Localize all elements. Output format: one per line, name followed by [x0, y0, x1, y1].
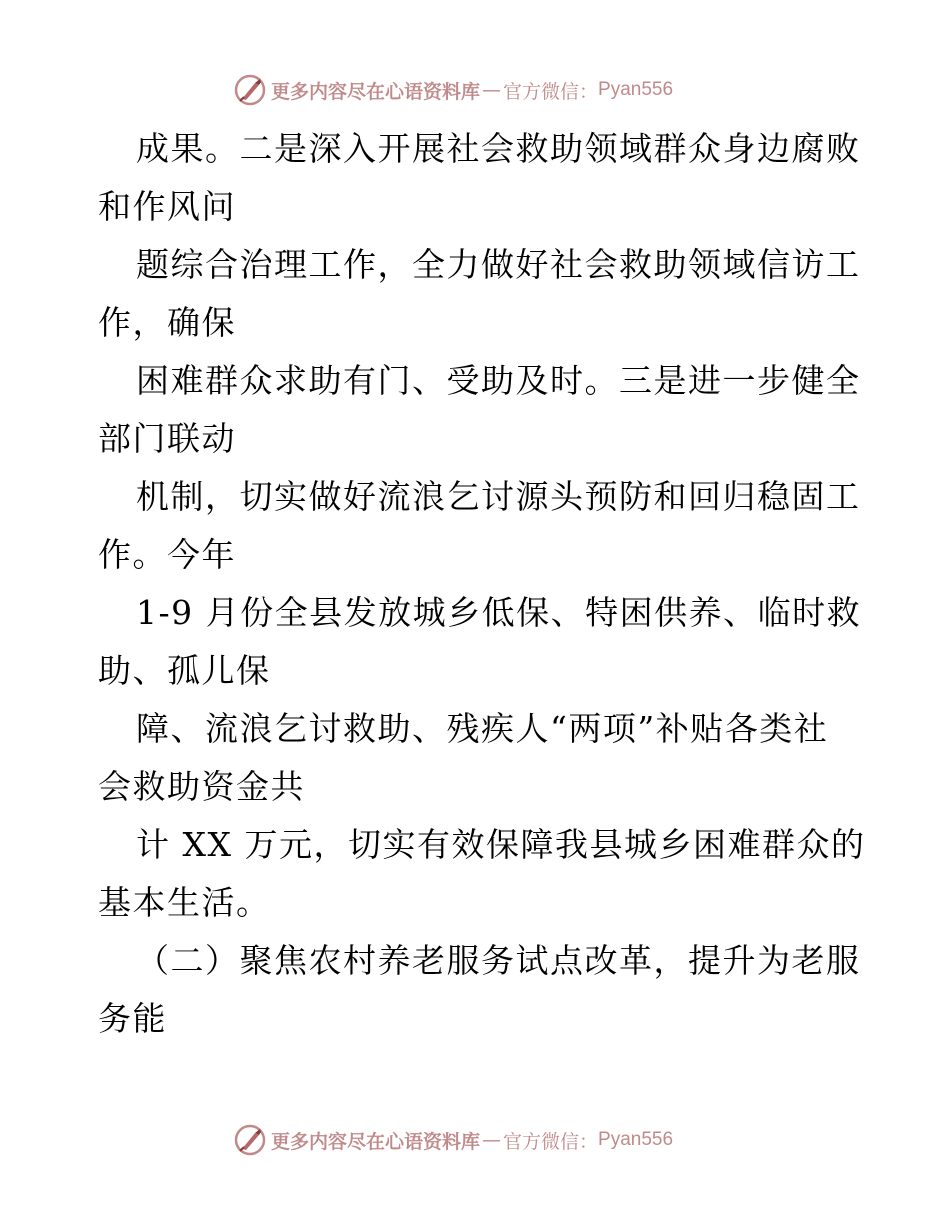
watermark-sub-text: 官方微信： [503, 80, 599, 103]
document-body [98, 120, 866, 1048]
footer-watermark [233, 1122, 753, 1158]
watermark-wechat-id: Pyan556 [598, 1129, 674, 1150]
watermark-separator: — [482, 79, 502, 101]
body-line: 障、流浪乞讨救助、残疾人“两项”补贴各类社 [136, 709, 829, 748]
body-line: 机制，切实做好流浪乞讨源头预防和回归稳固工 [136, 477, 861, 516]
watermark-sub-text: 官方微信： [503, 1130, 599, 1153]
body-line: 基本生活。 [98, 883, 271, 922]
body-line: 作，确保 [98, 303, 236, 342]
body-line: 务能 [98, 999, 167, 1038]
body-line: 和作风问 [98, 187, 236, 226]
quill-pen-logo-icon [233, 73, 267, 107]
body-line: 1-9 月份全县发放城乡低保、特困供养、临时救 [136, 593, 862, 632]
body-line: 题综合治理工作，全力做好社会救助领域信访工 [136, 245, 861, 284]
body-line: 计 XX 万元，切实有效保障我县城乡困难群众的 [136, 825, 866, 864]
body-line: 助、孤儿保 [98, 651, 271, 690]
watermark-main-text: 更多内容尽在心语资料库 [271, 80, 481, 103]
body-line: 困难群众求助有门、受助及时。三是进一步健全 [136, 361, 861, 400]
watermark-main-text: 更多内容尽在心语资料库 [271, 1130, 481, 1153]
body-line: （二）聚焦农村养老服务试点改革，提升为老服 [136, 941, 861, 980]
quill-pen-logo-icon [233, 1123, 267, 1157]
watermark-separator: — [482, 1129, 502, 1151]
body-line: 作。今年 [98, 535, 236, 574]
body-line: 会救助资金共 [98, 767, 305, 806]
watermark-wechat-id: Pyan556 [598, 79, 674, 100]
body-line: 部门联动 [98, 419, 236, 458]
header-watermark [233, 72, 753, 108]
body-line: 成果。二是深入开展社会救助领域群众身边腐败 [136, 129, 861, 168]
